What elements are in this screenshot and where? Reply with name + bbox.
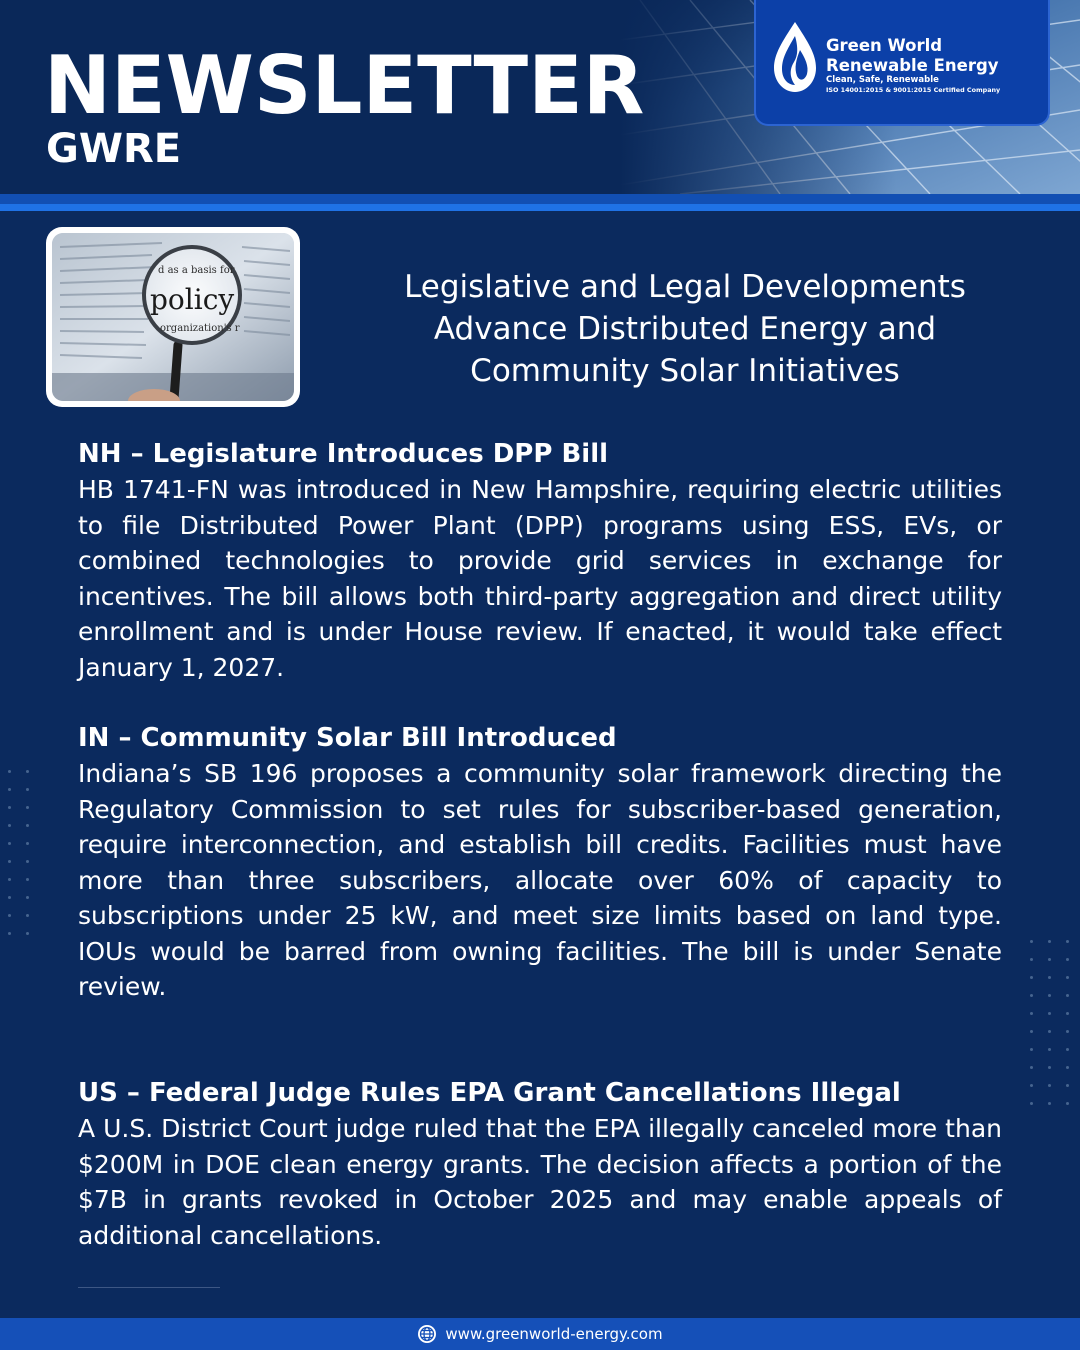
decorative-dot [26, 770, 29, 773]
decorative-dot [1048, 994, 1051, 997]
decorative-dot [1066, 940, 1069, 943]
magnifier-policy-photo [52, 233, 294, 401]
decorative-dot [1048, 1012, 1051, 1015]
logo-certification: ISO 14001:2015 & 9001:2015 Certified Company [826, 86, 1001, 94]
photo-text-top: d as a basis for [158, 265, 235, 276]
logo-tagline: Clean, Safe, Renewable [826, 75, 939, 85]
decorative-dot [8, 806, 11, 809]
decorative-dot [1066, 1066, 1069, 1069]
company-logo [754, 0, 1050, 126]
decorative-dot [1066, 994, 1069, 997]
decorative-dot [8, 914, 11, 917]
decorative-dot [8, 842, 11, 845]
decorative-dot [8, 824, 11, 827]
website-link[interactable]: www.greenworld-energy.com [445, 1325, 663, 1343]
decorative-dot [1048, 1030, 1051, 1033]
decorative-dot [8, 932, 11, 935]
newsletter-title: NEWSLETTER [44, 39, 645, 132]
decorative-dot [26, 788, 29, 791]
article-photo-frame [46, 227, 300, 407]
article-nh [78, 436, 1002, 685]
decorative-dot [26, 824, 29, 827]
decorative-dot [1066, 976, 1069, 979]
decorative-dot [26, 896, 29, 899]
header [0, 0, 1080, 194]
decorative-dot [1030, 1084, 1033, 1087]
logo-name: Green World Renewable Energy [826, 36, 999, 75]
decorative-dot [1066, 1084, 1069, 1087]
decorative-dot [1048, 976, 1051, 979]
decorative-dot [26, 878, 29, 881]
article-body: A U.S. District Court judge ruled that the EPA illegally canceled more than $200M in DOE clean energy grants. The decision affects a portion of the $7B in grants revoked in October 2025 and may enable appeals of additional cancellations. [78, 1114, 1002, 1250]
decorative-dot [8, 896, 11, 899]
decorative-dot [1030, 940, 1033, 943]
decorative-dot [1030, 958, 1033, 961]
article-body: HB 1741-FN was introduced in New Hampshire, requiring electric utilities to file Distributed Power Plant (DPP) programs using ESS, EVs, or combined technologies to provide grid services in exchange for incentives. The bill allows both third-party aggregation and direct utility enrollment and is under House review. If enacted, it would take effect January 1, 2027. [78, 475, 1002, 682]
decorative-dot [1048, 958, 1051, 961]
decorative-dot [1066, 958, 1069, 961]
decorative-dot [1030, 1066, 1033, 1069]
decorative-dot [26, 806, 29, 809]
decorative-dot [8, 788, 11, 791]
decorative-dot [26, 842, 29, 845]
decorative-dot [1048, 1102, 1051, 1105]
decorative-dot [26, 860, 29, 863]
photo-text-bottom: organization's r [160, 323, 240, 334]
decorative-dot [1030, 1012, 1033, 1015]
newsletter-subtitle: GWRE [46, 126, 182, 172]
article-body: Indiana’s SB 196 proposes a community solar framework directing the Regulatory Commission to set rules for subscriber-based generation, require interconnection, and establish bill credits. Facilities must have more than three subscribers, allocate over 60% of capacity to subscriptions under 25 kW, and meet size limits based on land type. IOUs would be barred from owning facilities. The bill is under Senate review. [78, 759, 1002, 1001]
decorative-dot [1066, 1048, 1069, 1051]
decorative-dot [1048, 940, 1051, 943]
decorative-dot [1048, 1048, 1051, 1051]
decorative-dot [1048, 1084, 1051, 1087]
flame-drop-icon [770, 20, 820, 96]
article-title: IN – Community Solar Bill Introduced [78, 723, 617, 753]
headline: Legislative and Legal Developments Advance Distributed Energy and Community Solar Initiatives [404, 269, 966, 389]
footer-rule [78, 1287, 220, 1288]
article-title: NH – Legislature Introduces DPP Bill [78, 439, 609, 469]
decorative-dot [1066, 1012, 1069, 1015]
footer-bar [0, 1318, 1080, 1350]
decorative-dot [1066, 1030, 1069, 1033]
article-us [78, 1075, 1002, 1253]
decorative-dot [1030, 1030, 1033, 1033]
decorative-dot [8, 770, 11, 773]
decorative-dot [8, 878, 11, 881]
decorative-dot [1030, 1102, 1033, 1105]
article-in [78, 720, 1002, 1005]
header-divider-accent [0, 204, 1080, 211]
decorative-dot [1030, 994, 1033, 997]
decorative-dot [1048, 1066, 1051, 1069]
decorative-dot [26, 932, 29, 935]
globe-icon [417, 1324, 437, 1344]
article-title: US – Federal Judge Rules EPA Grant Cancellations Illegal [78, 1078, 901, 1108]
decorative-dot [1066, 1102, 1069, 1105]
decorative-dot [8, 860, 11, 863]
header-divider [0, 194, 1080, 204]
decorative-dot [1030, 976, 1033, 979]
decorative-dot [26, 914, 29, 917]
photo-text-word: policy [150, 283, 235, 316]
decorative-dot [1030, 1048, 1033, 1051]
